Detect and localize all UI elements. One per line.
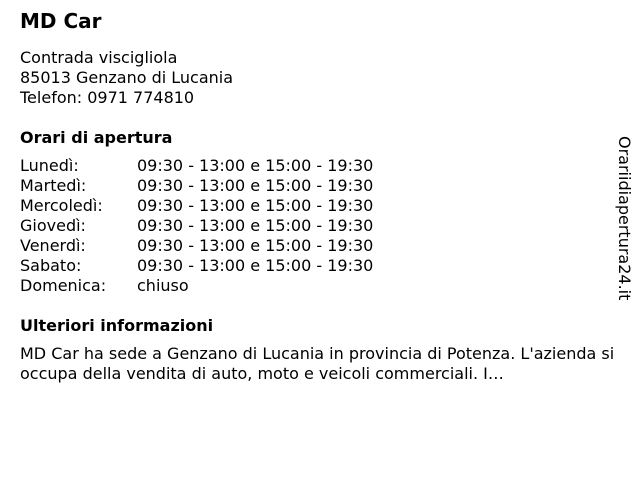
hours-row-thursday — [20, 216, 620, 236]
hours-time: 09:30 - 13:00 e 15:00 - 19:30 — [137, 156, 374, 175]
hours-row-monday — [20, 156, 620, 176]
hours-time: 09:30 - 13:00 e 15:00 - 19:30 — [137, 236, 374, 255]
hours-row-tuesday — [20, 176, 620, 196]
hours-day: Giovedì: — [20, 216, 86, 235]
hours-day: Venerdì: — [20, 236, 86, 255]
hours-time: 09:30 - 13:00 e 15:00 - 19:30 — [137, 196, 374, 215]
business-name: MD Car — [20, 9, 102, 33]
more-info-heading: Ulteriori informazioni — [20, 316, 214, 335]
hours-row-sunday — [20, 276, 620, 296]
phone-number: Telefon: 0971 774810 — [20, 88, 195, 107]
hours-row-wednesday — [20, 196, 620, 216]
hours-row-friday — [20, 236, 620, 256]
address-block — [20, 48, 620, 108]
hours-day: Mercoledì: — [20, 196, 103, 215]
hours-row-saturday — [20, 256, 620, 276]
hours-time: 09:30 - 13:00 e 15:00 - 19:30 — [137, 216, 374, 235]
street-address: Contrada viscigliola — [20, 48, 178, 67]
hours-day: Martedì: — [20, 176, 87, 195]
hours-time: chiuso — [137, 276, 189, 295]
hours-day: Lunedì: — [20, 156, 79, 175]
city-address: 85013 Genzano di Lucania — [20, 68, 234, 87]
opening-hours-table — [20, 156, 620, 296]
site-watermark: Orariidiapertura24.it — [615, 136, 634, 301]
hours-day: Sabato: — [20, 256, 82, 275]
business-card — [20, 8, 620, 384]
hours-time: 09:30 - 13:00 e 15:00 - 19:30 — [137, 176, 374, 195]
hours-day: Domenica: — [20, 276, 107, 295]
hours-time: 09:30 - 13:00 e 15:00 - 19:30 — [137, 256, 374, 275]
more-info-text: MD Car ha sede a Genzano di Lucania in provincia di Potenza. L'azienda si occupa della vendita di auto, moto e veicoli commerciali. I… — [20, 344, 615, 383]
opening-hours-heading: Orari di apertura — [20, 128, 173, 147]
